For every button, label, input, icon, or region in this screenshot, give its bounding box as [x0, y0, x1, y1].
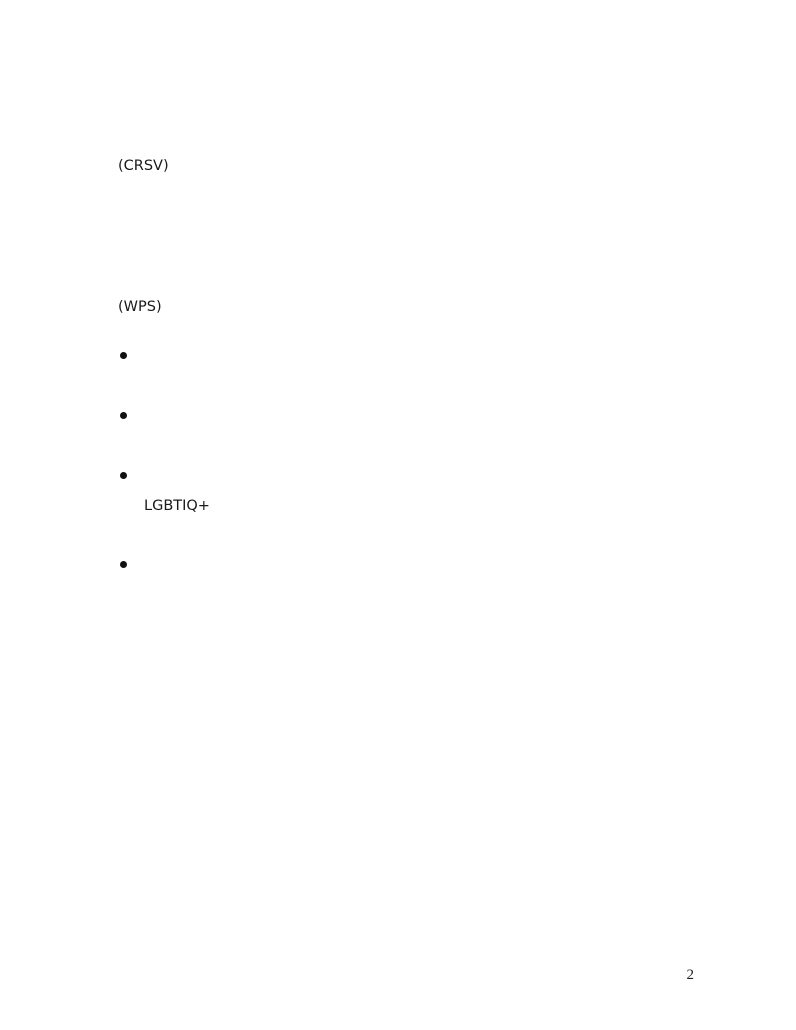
bullet-line: [144, 581, 678, 610]
paragraph-line: [118, 729, 678, 758]
bullet-line: [144, 463, 678, 492]
page-number: 2: [686, 967, 694, 983]
paragraph-crsv-documentation: [118, 94, 678, 239]
bullet-item-exclusion: [118, 343, 678, 401]
challenges-bullet-list: [118, 343, 678, 641]
paragraph-line: [118, 235, 678, 264]
paragraph-line: [118, 181, 678, 210]
bullet-line: [144, 552, 678, 581]
bullet-dot-icon: [120, 352, 127, 359]
paragraph-line: [118, 94, 678, 123]
paragraph-line: (CRSV): [118, 158, 169, 174]
bullet-dot-icon: [120, 561, 127, 568]
paragraph-wps-challenges: [118, 235, 678, 322]
paragraph-line: [118, 264, 678, 293]
paragraph-line: [118, 123, 678, 152]
paragraph-line: (WPS): [118, 299, 162, 315]
bullet-line: [144, 521, 678, 550]
bullet-item-protection: [118, 463, 678, 550]
paragraph-line: [118, 700, 678, 729]
paragraph-line: [118, 671, 678, 700]
bullet-dot-icon: [120, 412, 127, 419]
bullet-dot-icon: [120, 472, 127, 479]
bullet-line: LGBTIQ+: [144, 498, 210, 514]
paragraph-line: [118, 613, 678, 642]
paragraph-women-civil-society: [118, 613, 678, 758]
bullet-line: [144, 343, 678, 372]
bullet-line: [144, 403, 678, 432]
paragraph-line: [118, 642, 678, 671]
bullet-item-impunity: [118, 403, 678, 461]
bullet-line: [144, 372, 678, 401]
bullet-line: [144, 432, 678, 461]
